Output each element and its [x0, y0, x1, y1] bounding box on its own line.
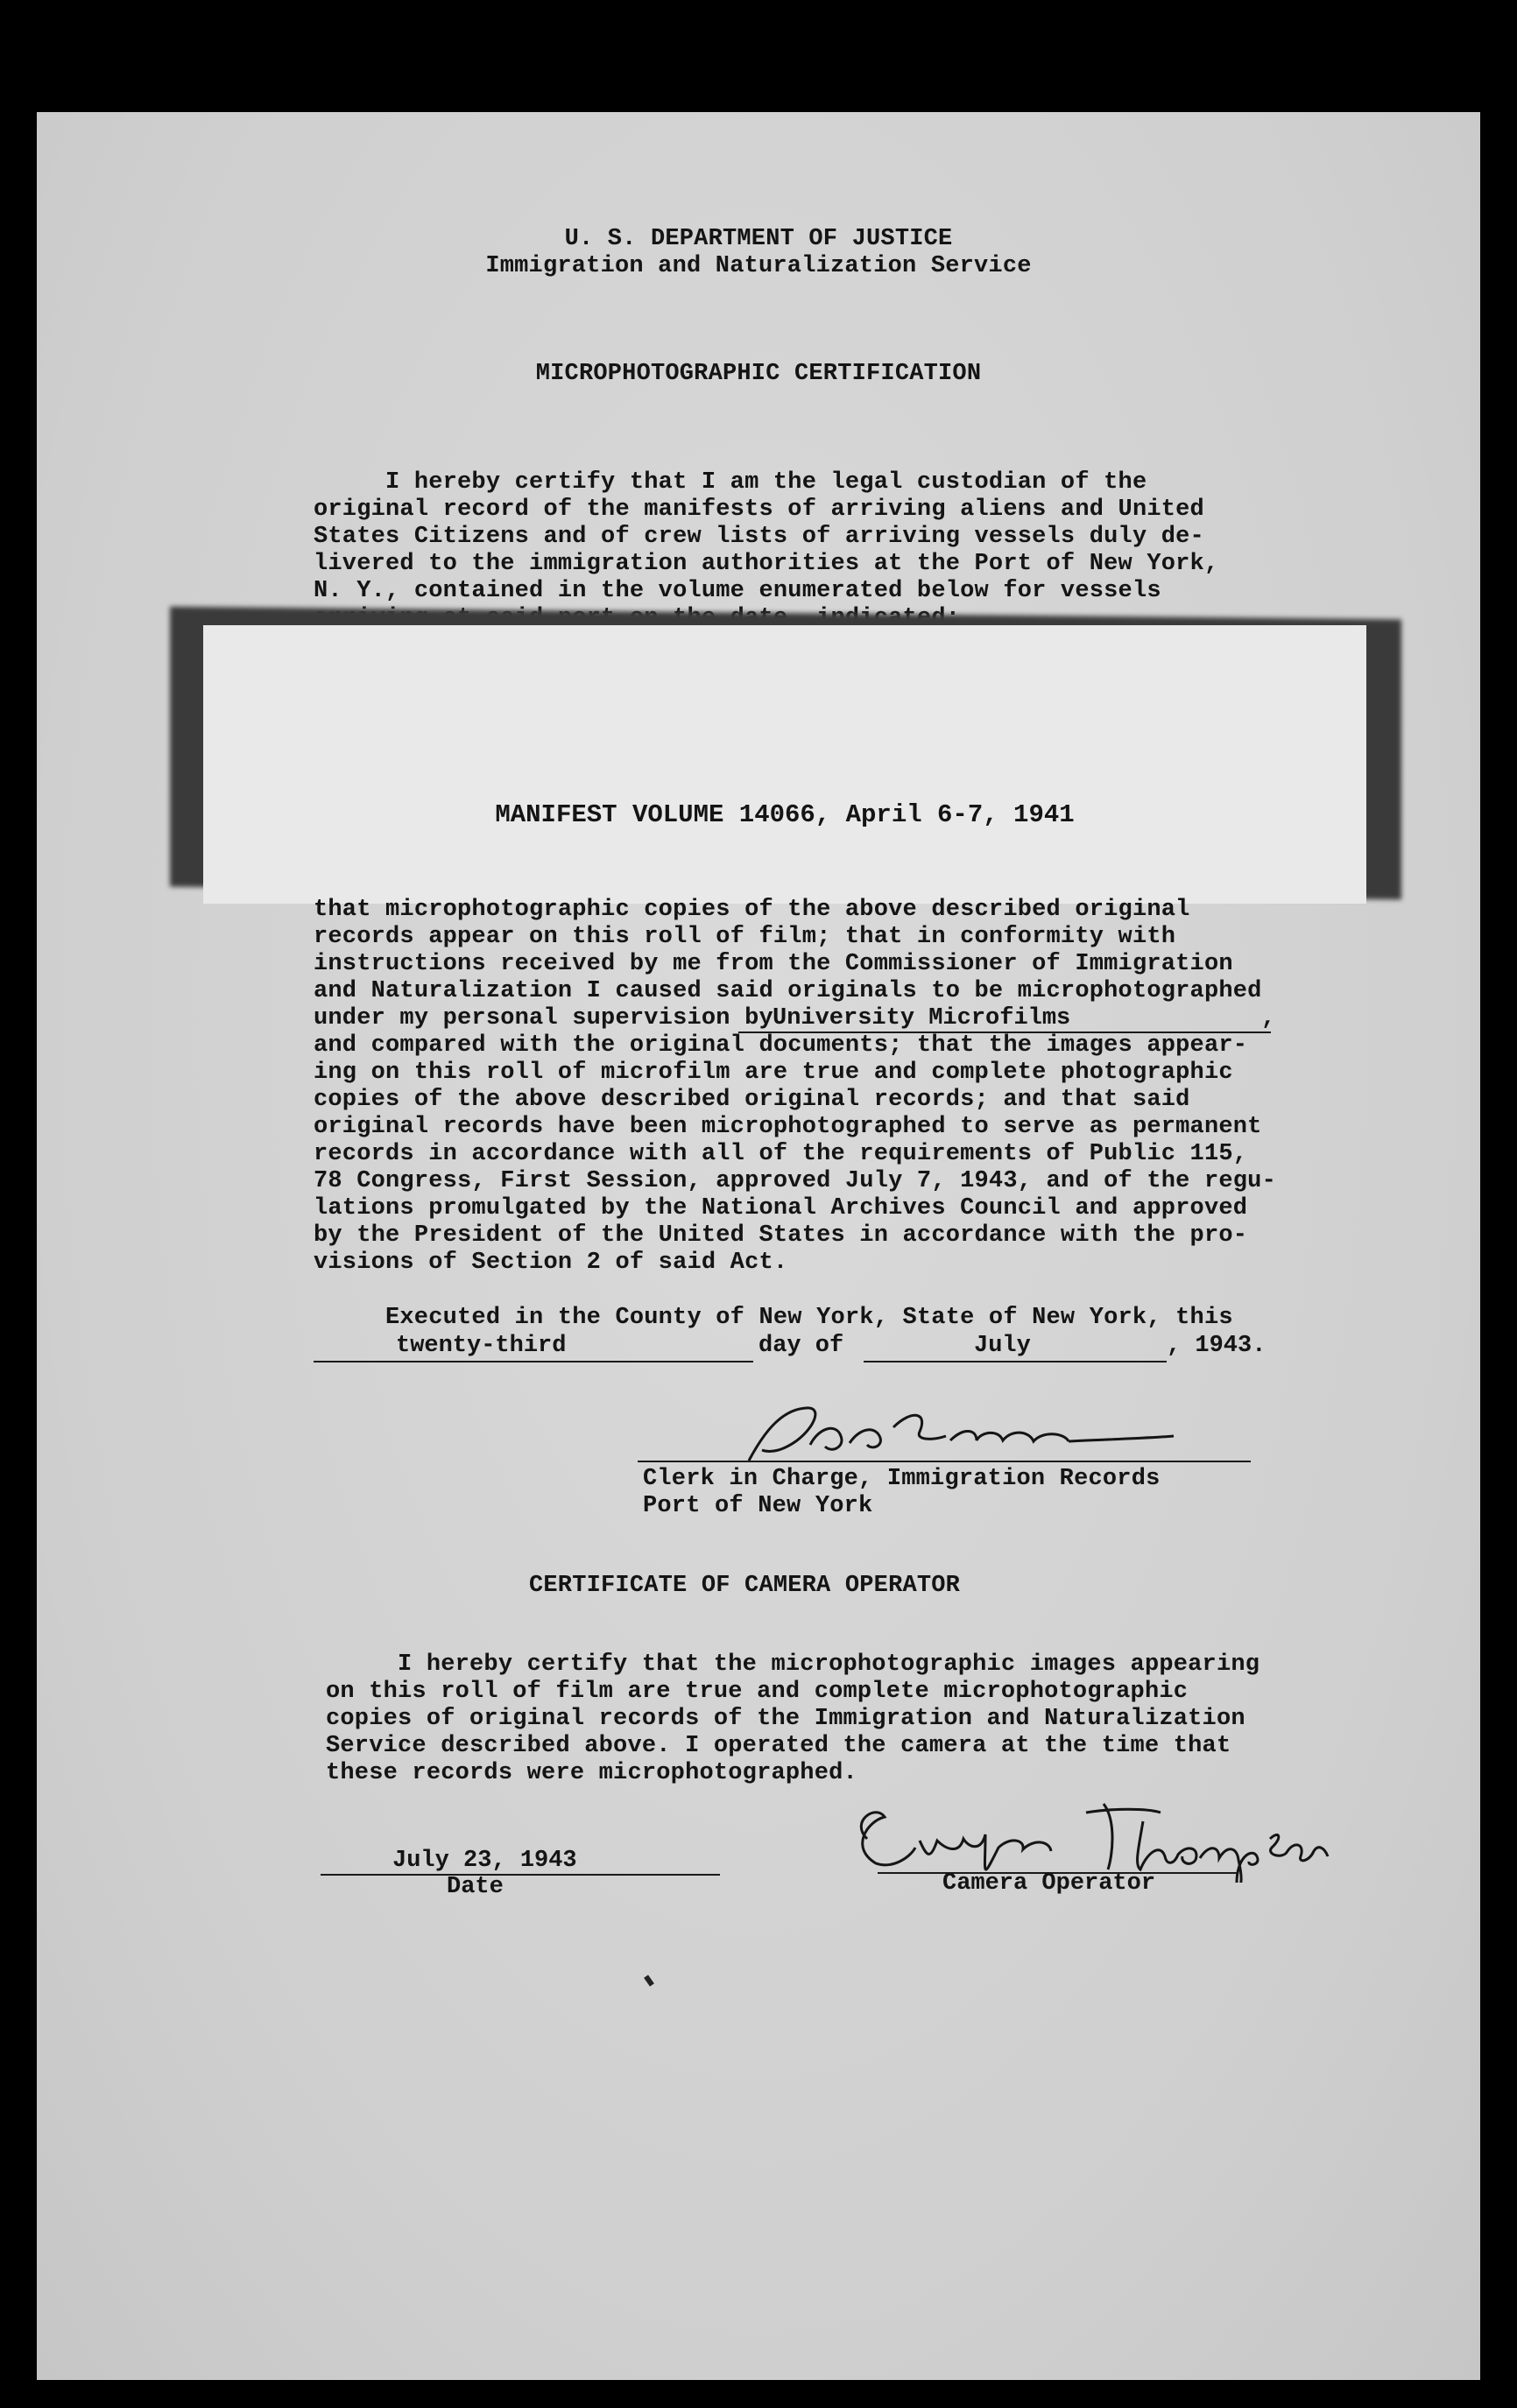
intro-line: livered to the immigration authorities at the Port of New York, [314, 551, 1219, 577]
execution-month: July [974, 1333, 1031, 1359]
camera-line: copies of original records of the Immigration and Naturalization [326, 1706, 1245, 1732]
camera-date-value: July 23, 1943 [392, 1848, 577, 1874]
contractor-comma: , [1261, 1005, 1276, 1031]
day-of-label: day of [758, 1333, 844, 1359]
intro-line: original record of the manifests of arriving aliens and United [314, 496, 1204, 523]
manifest-volume-text: MANIFEST VOLUME 14066, April 6-7, 1941 [495, 800, 1075, 829]
date-underline [321, 1874, 720, 1876]
clerk-location: Port of New York [643, 1493, 873, 1519]
body-line: copies of the above described original records; and that said [314, 1087, 1190, 1113]
body-line: 78 Congress, First Session, approved July 7, 1943, and of the regu- [314, 1168, 1276, 1194]
camera-line: on this roll of film are true and complete microphotographic [326, 1679, 1189, 1705]
month-underline [864, 1361, 1167, 1362]
execution-day: twenty-third [396, 1333, 567, 1359]
body-line: visions of Section 2 of said Act. [314, 1250, 788, 1276]
execution-year: , 1943. [1167, 1333, 1267, 1359]
body-line: records appear on this roll of film; that in conformity with [314, 924, 1176, 950]
body-line: ing on this roll of microfilm are true and complete photographic [314, 1060, 1233, 1086]
body-line: and Naturalization I caused said originals to be microphotographed [314, 978, 1262, 1004]
body-line: by the President of the United States in accordance with the pro- [314, 1222, 1248, 1249]
contractor-name: University Microfilms [773, 1005, 1071, 1031]
date-label: Date [447, 1874, 504, 1900]
manifest-slip [203, 625, 1366, 904]
camera-line: Service described above. I operated the camera at the time that [326, 1733, 1231, 1759]
camera-operator-signature [815, 1786, 1340, 1883]
operator-label: Camera Operator [942, 1870, 1156, 1897]
camera-heading: CERTIFICATE OF CAMERA OPERATOR [529, 1573, 961, 1599]
day-underline [314, 1361, 753, 1362]
agency-heading: U. S. DEPARTMENT OF JUSTICE [564, 226, 953, 252]
body-line: that microphotographic copies of the above described original [314, 897, 1190, 923]
body-line: lations promulgated by the National Archives Council and approved [314, 1195, 1248, 1222]
body-line: and compared with the original documents; that the images appear- [314, 1032, 1248, 1059]
clerk-title: Clerk in Charge, Immigration Records [643, 1466, 1161, 1492]
clerk-signature-line [638, 1461, 1251, 1462]
body-line: original records have been microphotographed to serve as permanent [314, 1114, 1262, 1140]
service-heading: Immigration and Naturalization Service [485, 253, 1032, 279]
camera-line: I hereby certify that the microphotographic images appearing [326, 1651, 1260, 1678]
execution-line: Executed in the County of New York, State of New York, this [385, 1305, 1233, 1331]
body-line: under my personal supervision by [314, 1005, 773, 1031]
intro-line: N. Y., contained in the volume enumerated below for vessels [314, 578, 1161, 604]
body-line: records in accordance with all of the requirements of Public 115, [314, 1141, 1248, 1167]
document-title: MICROPHOTOGRAPHIC CERTIFICATION [535, 361, 982, 387]
intro-line: I hereby certify that I am the legal custodian of the [314, 469, 1147, 496]
intro-line: States Citizens and of crew lists of arriving vessels duly de- [314, 524, 1204, 550]
camera-line: these records were microphotographed. [326, 1760, 857, 1786]
body-line: instructions received by me from the Commissioner of Immigration [314, 951, 1233, 977]
